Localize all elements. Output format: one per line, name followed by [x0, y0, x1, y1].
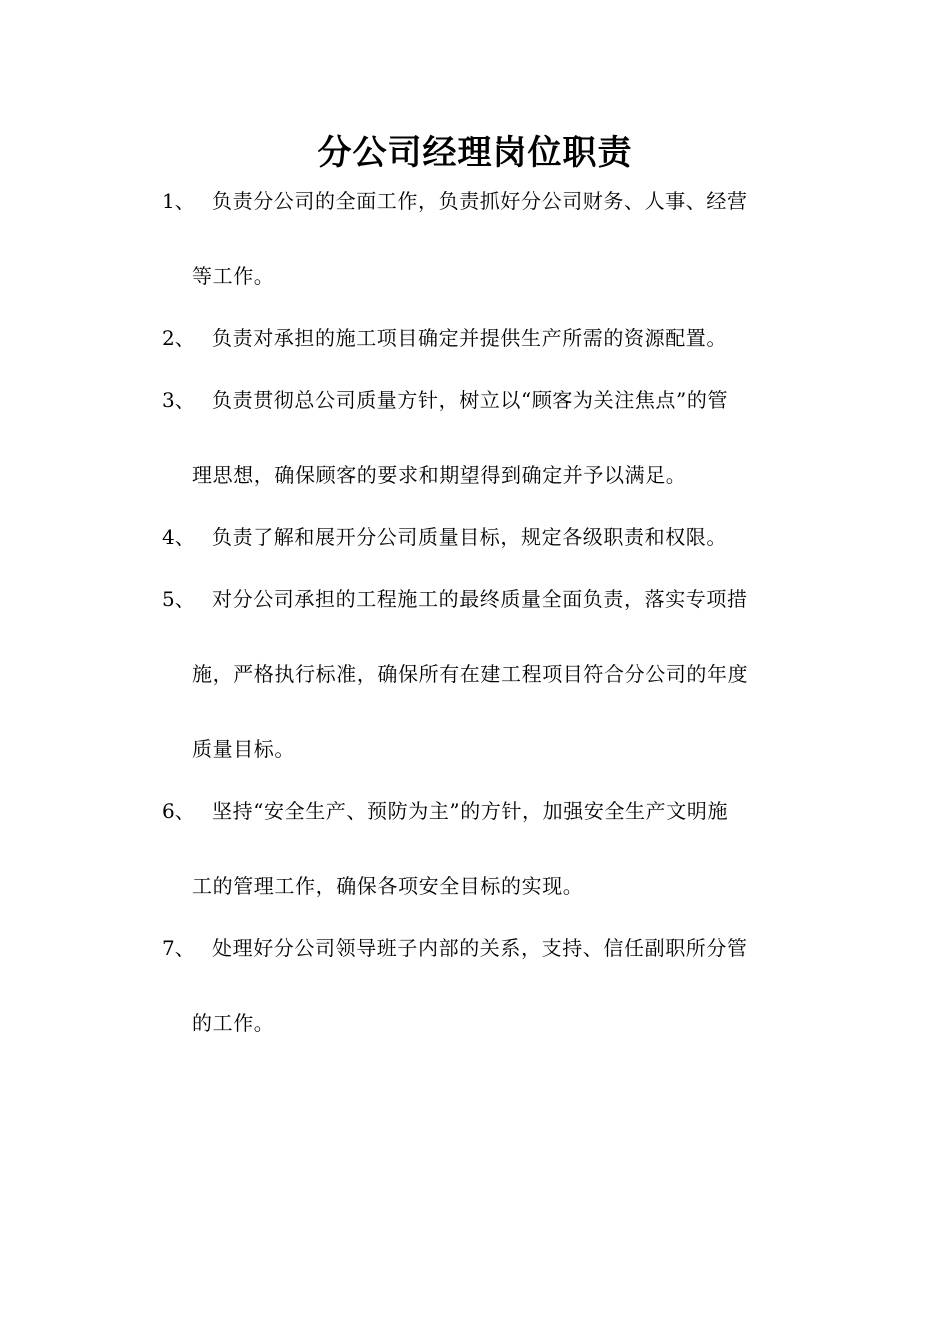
- duty-item-4: [0, 518, 950, 556]
- duty-text-line: 负责了解和展开分公司质量目标，规定各级职责和权限。: [212, 525, 727, 549]
- duty-text-line: 负责贯彻总公司质量方针，树立以“顾客为关注焦点”的管: [212, 388, 729, 412]
- duty-list: [0, 182, 950, 1042]
- duty-text-line: 负责分公司的全面工作，负责抓好分公司财务、人事、经营: [212, 189, 748, 213]
- duty-item-3: [0, 381, 950, 494]
- duty-text-line: 质量目标。: [192, 737, 295, 761]
- duty-number: 7、: [162, 936, 195, 960]
- duty-text-line: 工的管理工作，确保各项安全目标的实现。: [192, 874, 584, 898]
- duty-number: 6、: [162, 799, 195, 823]
- duty-item-6: [0, 792, 950, 905]
- duty-text-line: 负责对承担的施工项目确定并提供生产所需的资源配置。: [212, 326, 727, 350]
- duty-text-line: 施，严格执行标准，确保所有在建工程项目符合分公司的年度: [192, 662, 749, 686]
- duty-number: 4、: [162, 525, 195, 549]
- duty-number: 1、: [162, 189, 195, 213]
- duty-item-5: [0, 580, 950, 768]
- duty-number: 2、: [162, 326, 195, 350]
- duty-item-2: [0, 319, 950, 357]
- duty-text-line: 坚持“安全生产、预防为主”的方针，加强安全生产文明施: [212, 799, 729, 823]
- duty-text-line: 的工作。: [192, 1011, 275, 1035]
- duty-text-line: 处理好分公司领导班子内部的关系，支持、信任副职所分管: [212, 936, 748, 960]
- duty-text-line: 理思想，确保顾客的要求和期望得到确定并予以满足。: [192, 463, 687, 487]
- duty-item-7: [0, 929, 950, 1042]
- duty-text-line: 等工作。: [192, 264, 275, 288]
- duty-number: 3、: [162, 388, 195, 412]
- document-title: 分公司经理岗位职责: [317, 133, 633, 173]
- duty-number: 5、: [162, 587, 195, 611]
- duty-item-1: [0, 182, 950, 295]
- duty-text-line: 对分公司承担的工程施工的最终质量全面负责，落实专项措: [212, 587, 748, 611]
